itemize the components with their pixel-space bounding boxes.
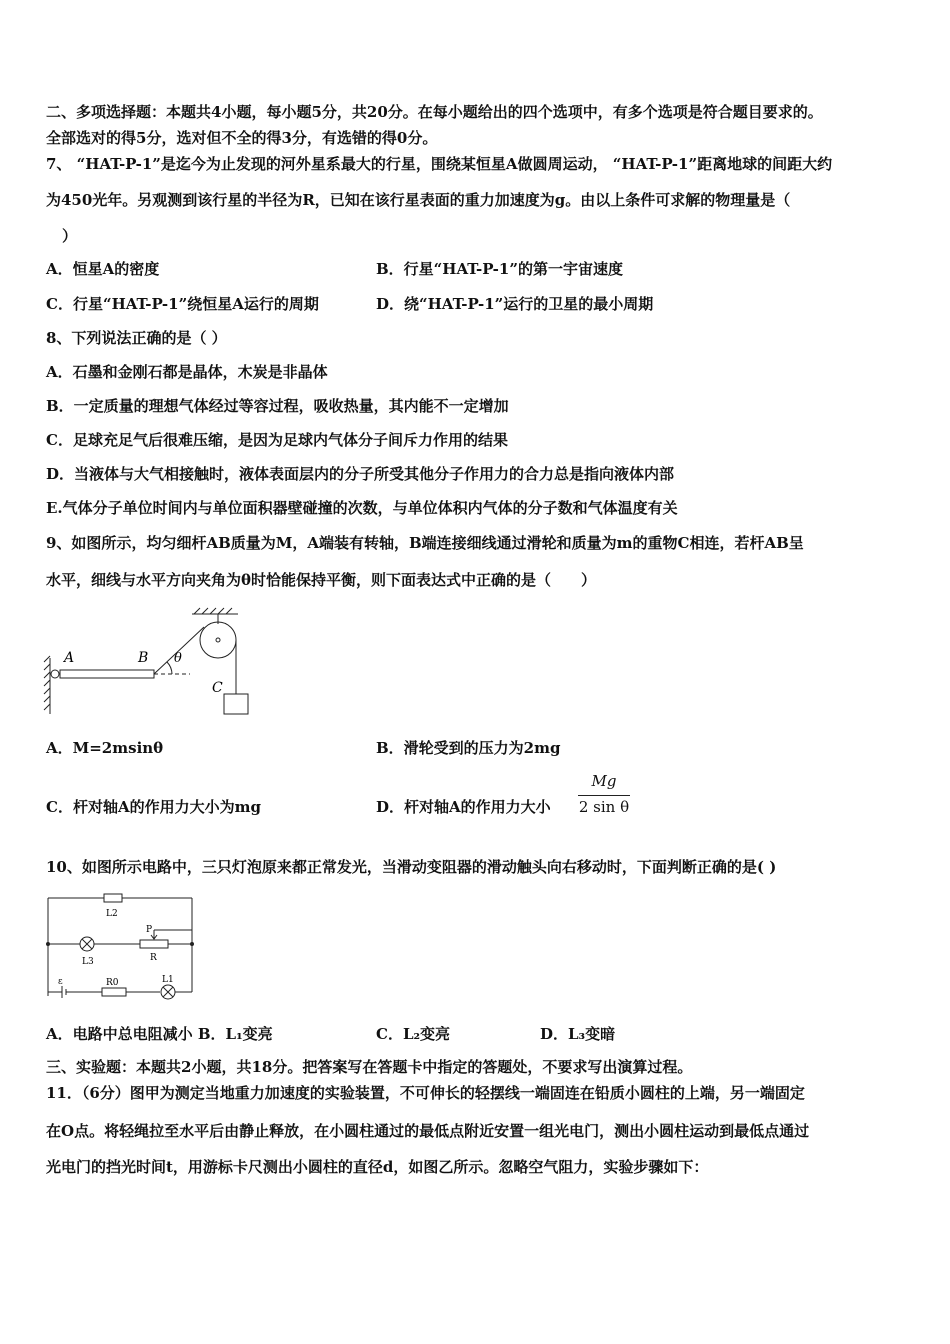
q9-figure-label-theta: θ <box>174 651 182 666</box>
q7-stem-line1: 7、 “HAT-P-1”是迄今为止发现的河外星系最大的行星，围绕某恒星A做圆周运动， “HAT-P-1”距离地球的间距大约 <box>46 155 833 173</box>
q9-option-a: A．M=2msinθ <box>46 739 164 757</box>
q10-figure-label-r0: R0 <box>106 978 119 988</box>
q10-option-c: C．L₂变亮 <box>376 1025 451 1043</box>
q10-junction-node-right <box>190 942 194 946</box>
q10-figure-label-l3: L3 <box>82 957 94 967</box>
q8-stem: 8、下列说法正确的是（ ） <box>46 329 227 347</box>
q7-option-c: C．行星“HAT-P-1”绕恒星A运行的周期 <box>46 295 319 313</box>
q9-stem-line2: 水平，细线与水平方向夹角为θ时恰能保持平衡，则下面表达式中正确的是（ ） <box>46 571 597 589</box>
q8-option-e: E.气体分子单位时间内与单位面积器壁碰撞的次数，与单位体积内气体的分子数和气体温度有关 <box>46 499 678 517</box>
q9-figure-label-b: B <box>138 650 149 666</box>
q9-option-b: B．滑轮受到的压力为2mg <box>376 739 561 757</box>
q7-option-a: A．恒星A的密度 <box>46 260 160 278</box>
q9-figure-label-c: C <box>212 680 223 696</box>
q9-option-d-denominator: 2 sin θ <box>578 798 630 816</box>
q7-stem-line2: 为450光年。另观测到该行星的半径为R，已知在该行星表面的重力加速度为g。由以上条件可求解的物理量是（ <box>46 191 791 209</box>
q7-option-b: B．行星“HAT-P-1”的第一宇宙速度 <box>376 260 623 278</box>
q10-figure-label-e: ε <box>58 977 63 987</box>
q8-option-a: A．石墨和金刚石都是晶体，木炭是非晶体 <box>46 363 328 381</box>
q11-stem-line3: 光电门的挡光时间t，用游标卡尺测出小圆柱的直径d，如图乙所示。忽略空气阻力，实验步骤如下： <box>46 1158 709 1176</box>
q10-figure-label-r: R <box>150 953 157 963</box>
section2-header-line1: 二、多项选择题：本题共4小题，每小题5分，共20分。在每小题给出的四个选项中，有多个选项是符合题目要求的。 <box>46 103 823 121</box>
q10-figure-label-l2: L2 <box>106 909 118 919</box>
section2-header-line2: 全部选对的得5分，选对但不全的得3分，有选错的得0分。 <box>46 129 438 147</box>
q10-circuit-figure <box>40 888 210 1006</box>
q9-option-d-fraction-bar <box>578 795 630 796</box>
q10-figure-label-l1: L1 <box>162 975 174 985</box>
q9-option-d: D．杆对轴A的作用力大小 <box>376 798 551 816</box>
q9-stem-line1: 9、如图所示，均匀细杆AB质量为M，A端装有转轴，B端连接细线通过滑轮和质量为m的重物C相连，若杆AB呈 <box>46 534 804 552</box>
q11-stem-line2: 在O点。将轻绳拉至水平后由静止释放，在小圆柱通过的最低点附近安置一组光电门，测出小圆柱运动到最低点通过 <box>46 1122 810 1140</box>
q7-stem-line3: ） <box>62 227 78 245</box>
q10-option-d: D．L₃变暗 <box>540 1025 616 1043</box>
q8-option-b: B．一定质量的理想气体经过等容过程，吸收热量，其内能不一定增加 <box>46 397 509 415</box>
q9-figure-label-a: A <box>64 650 75 666</box>
section3-header: 三、实验题：本题共2小题，共18分。把答案写在答题卡中指定的答题处，不要求写出演算过程。 <box>46 1058 693 1076</box>
q9-option-d-numerator: Mg <box>591 772 617 790</box>
q7-option-d: D．绕“HAT-P-1”运行的卫星的最小周期 <box>376 295 654 313</box>
q8-option-c: C．足球充足气后很难压缩，是因为足球内气体分子间斥力作用的结果 <box>46 431 508 449</box>
q9-option-c: C．杆对轴A的作用力大小为mg <box>46 798 261 816</box>
q10-figure-label-p: P <box>146 925 153 935</box>
q10-option-ab: A．电路中总电阻减小 B．L₁变亮 <box>46 1025 273 1043</box>
q8-option-d: D．当液体与大气相接触时，液体表面层内的分子所受其他分子作用力的合力总是指向液体内部 <box>46 465 675 483</box>
q11-stem-line1: 11．（6分）图甲为测定当地重力加速度的实验装置，不可伸长的轻摆线一端固连在铅质小圆柱的上端，另一端固定 <box>46 1084 805 1102</box>
q10-junction-node-left <box>46 942 50 946</box>
q9-lever-pulley-figure <box>40 600 260 720</box>
q10-stem: 10、如图所示电路中，三只灯泡原来都正常发光，当滑动变阻器的滑动触头向右移动时，下面判断正确的是( ) <box>46 858 777 876</box>
